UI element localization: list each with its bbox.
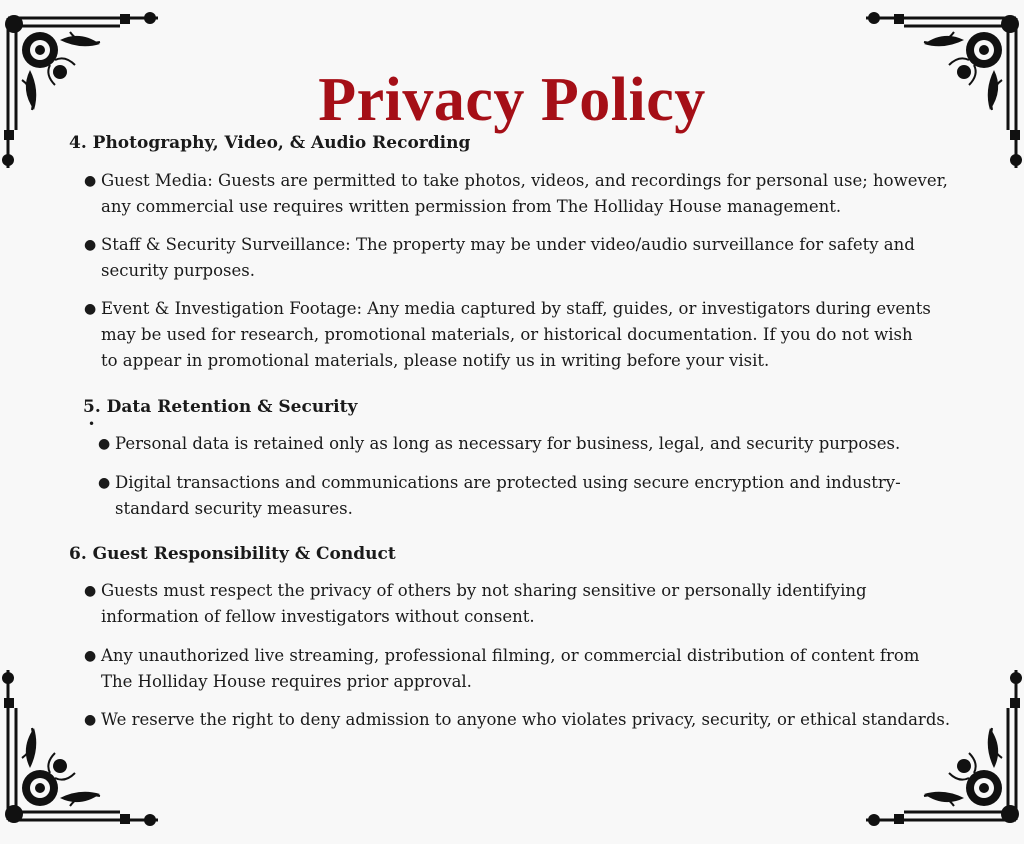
list-item: ● Personal data is retained only as long as necessary for business, legal, and security purposes.	[115, 431, 955, 457]
bullet-icon: ●	[84, 583, 97, 599]
bullet-icon: ●	[84, 301, 97, 317]
bullet-icon: ●	[84, 648, 97, 664]
section-heading-guest-responsibility: 6. Guest Responsibility & Conduct	[69, 544, 396, 564]
list-item: ● Event & Investigation Footage: Any media captured by staff, guides, or investigators during events may be used for research, promotional materials, or historical documentation. If you do not wish to appear in promotional materials, please notify us in writing before your visit.	[101, 296, 931, 374]
bullet-icon: ●	[98, 475, 111, 491]
section-heading-data-retention: 5. Data Retention & Security	[83, 397, 358, 417]
list-item: ● Any unauthorized live streaming, professional filming, or commercial distribution of content from The Holliday House requires prior approval.	[101, 643, 946, 695]
stray-dot: •	[88, 417, 96, 431]
bullet-icon: ●	[84, 237, 97, 253]
list-item: ● Guests must respect the privacy of others by not sharing sensitive or personally identifying information of fellow investigators without consent.	[101, 578, 956, 630]
section-heading-photography: 4. Photography, Video, & Audio Recording	[69, 133, 471, 153]
list-item: ● We reserve the right to deny admission to anyone who violates privacy, security, or ethical standards.	[101, 707, 961, 733]
list-item: ● Digital transactions and communications are protected using secure encryption and industry-standard security measures.	[115, 470, 960, 522]
list-item: ● Staff & Security Surveillance: The property may be under video/audio surveillance for safety and security purposes.	[101, 232, 921, 284]
bullet-icon: ●	[84, 173, 97, 189]
list-item: ● Guest Media: Guests are permitted to take photos, videos, and recordings for personal use; however, any commercial use requires written permission from The Holliday House management.	[101, 168, 951, 220]
bullet-icon: ●	[84, 712, 97, 728]
page-title: Privacy Policy	[318, 65, 706, 134]
bullet-icon: ●	[98, 436, 111, 452]
